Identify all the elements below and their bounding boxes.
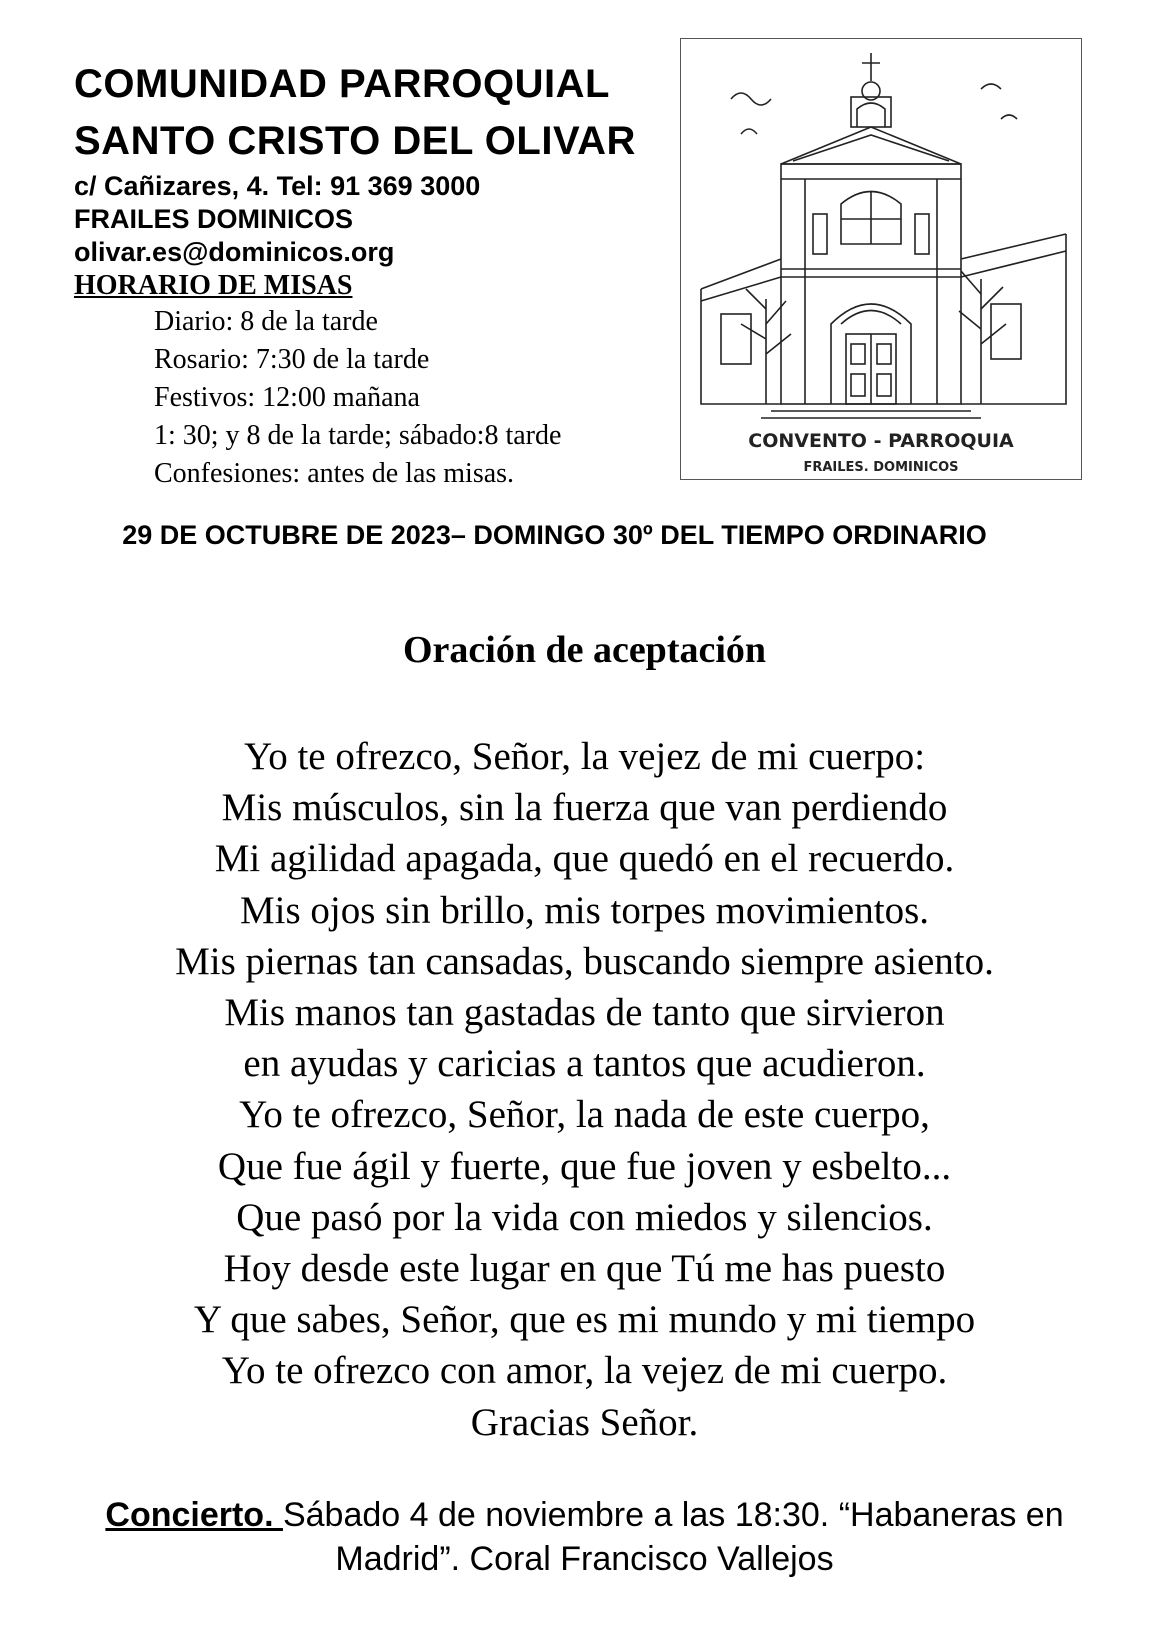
parish-order: FRAILES DOMINICOS xyxy=(74,204,354,234)
schedule-line: Festivos: 12:00 mañana xyxy=(154,382,420,413)
parish-address: c/ Cañizares, 4. Tel: 91 369 3000 xyxy=(74,171,481,201)
schedule-line: Rosario: 7:30 de la tarde xyxy=(154,344,430,375)
prayer-text xyxy=(0,731,1169,1448)
parish-name-line-2: SANTO CRISTO DEL OLIVAR xyxy=(74,119,636,163)
church-facade-drawing xyxy=(681,39,1081,479)
prayer-line: Mis manos tan gastadas de tanto que sirvieron xyxy=(224,991,945,1035)
concert-announcement xyxy=(40,1493,1129,1581)
prayer-line: Hoy desde este lugar en que Tú me has puesto xyxy=(223,1247,946,1291)
prayer-line: Mis piernas tan cansadas, buscando siempre asiento. xyxy=(175,939,994,983)
concert-details: Sábado 4 de noviembre a las 18:30. “Habaneras en Madrid”. Coral Francisco Vallejos xyxy=(282,1496,1064,1578)
schedule-line: 1: 30; y 8 de la tarde; sábado:8 tarde xyxy=(154,420,562,451)
prayer-line: Yo te ofrezco, Señor, la nada de este cuerpo, xyxy=(239,1093,930,1137)
concert-label: Concierto. xyxy=(105,1496,283,1534)
parish-name-line-1: COMUNIDAD PARROQUIAL xyxy=(74,62,610,106)
parish-header xyxy=(74,56,674,493)
prayer-line: Yo te ofrezco, Señor, la vejez de mi cuerpo: xyxy=(243,735,926,778)
mass-schedule xyxy=(74,303,674,493)
prayer-line: Mis músculos, sin la fuerza que van perdiendo xyxy=(221,786,948,830)
sketch-caption-main: CONVENTO - PARROQUIA xyxy=(748,430,1014,452)
parish-email: olivar.es@dominicos.org xyxy=(74,237,395,267)
schedule-line: Diario: 8 de la tarde xyxy=(154,306,378,337)
prayer-line: en ayudas y caricias a tantos que acudieron. xyxy=(243,1042,926,1086)
liturgical-date: 29 DE OCTUBRE DE 2023– DOMINGO 30º DEL TIEMPO ORDINARIO xyxy=(122,520,987,550)
prayer-line: Que fue ágil y fuerte, que fue joven y esbelto... xyxy=(217,1144,952,1188)
schedule-line: Confesiones: antes de las misas. xyxy=(154,458,515,489)
prayer-title: Oración de aceptación xyxy=(402,629,767,671)
prayer-line: Yo te ofrezco con amor, la vejez de mi cuerpo. xyxy=(221,1349,948,1393)
church-sketch xyxy=(680,38,1082,480)
prayer-line: Gracias Señor. xyxy=(470,1400,699,1444)
prayer-line: Mis ojos sin brillo, mis torpes movimientos. xyxy=(239,888,930,932)
sketch-caption-sub: FRAILES. DOMINICOS xyxy=(803,460,959,475)
prayer-line: Que pasó por la vida con miedos y silencios. xyxy=(236,1195,933,1239)
prayer-line: Y que sabes, Señor, que es mi mundo y mi tiempo xyxy=(193,1298,976,1342)
prayer-line: Mi agilidad apagada, que quedó en el recuerdo. xyxy=(214,837,955,881)
mass-schedule-heading: HORARIO DE MISAS xyxy=(74,270,353,301)
